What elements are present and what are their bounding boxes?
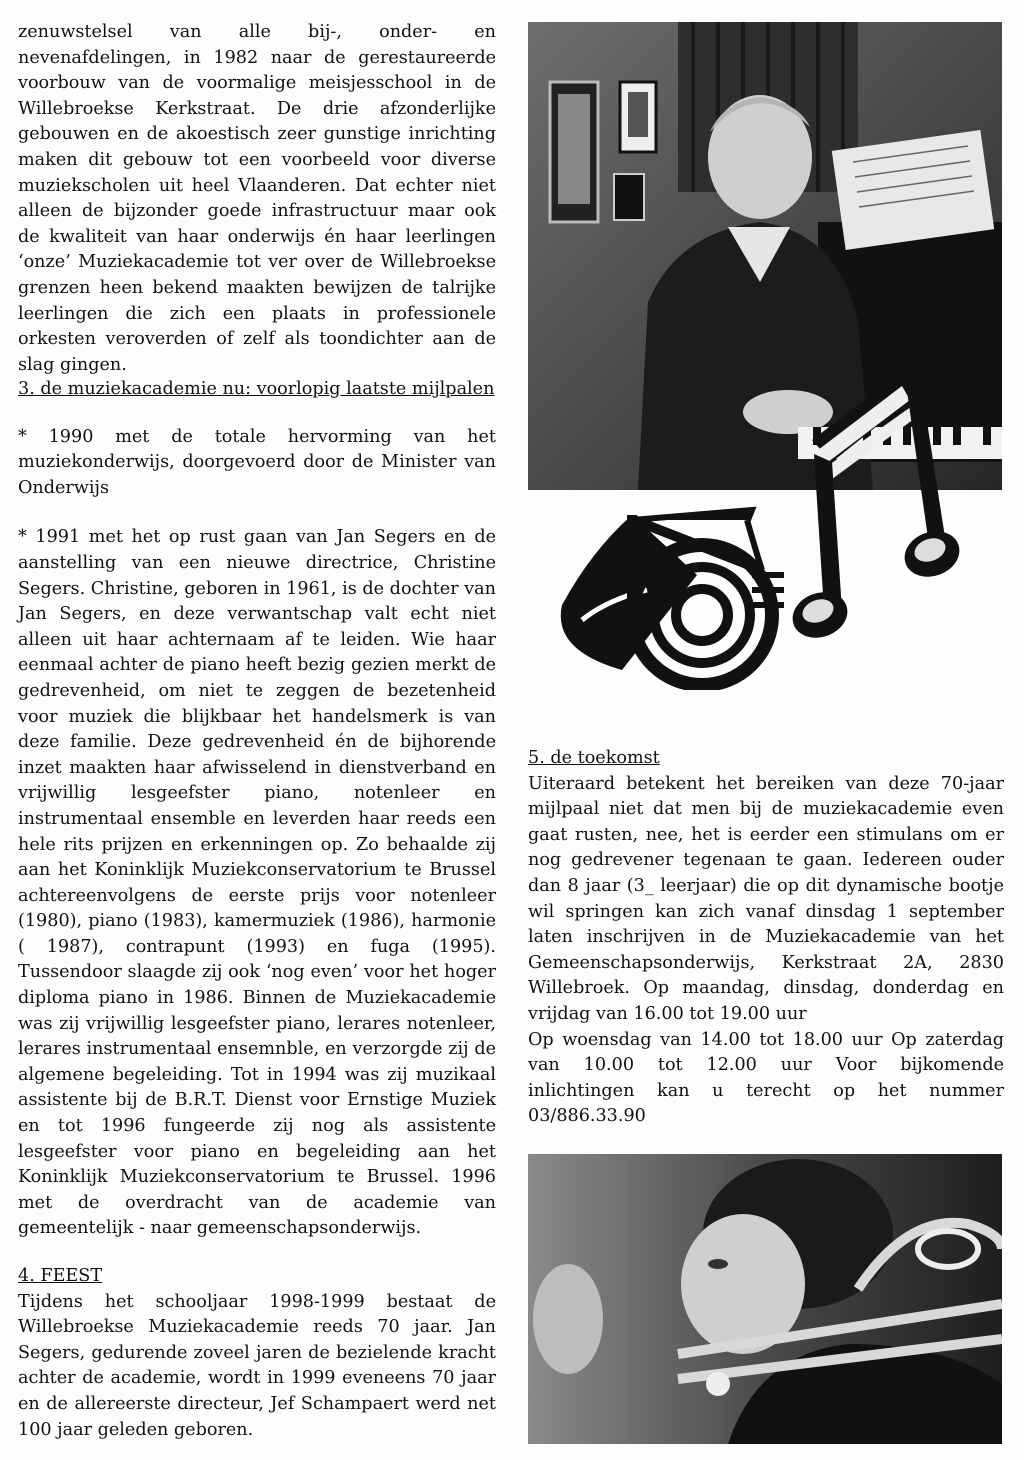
music-notes-icon — [786, 370, 966, 645]
section-3-heading: 3. de muziekacademie nu: voorlopig laatste mijlpalen — [18, 379, 495, 399]
photo-trombonist — [528, 1154, 1002, 1444]
item-1991: * 1991 met het op rust gaan van Jan Segers en de aanstelling van een nieuwe directrice, Christine Segers. Christine, geboren in 1961, is de dochter van Jan Segers, en deze verwantschap valt echt niet alleen uit haar achternaam af te leiden. Wie haar eenmaal achter de piano heeft bezig gezien merkt de gedrevenheid, om niet te zeggen de bezetenheid voor muziek die blijkbaar het handelsmerk is van deze familie. Deze gedrevenheid én de bijhorende inzet maakten haar afwisselend in dienstverband en vrijwillig lesgeefster piano, notenleer en instrumentaal ensemble en leverden haar reeds een hele rits prijzen en erkenningen op. Zo behaalde zij aan het Koninklijk Muziekconservatorium te Brussel achtereenvolgens de eerste prijs voor notenleer (1980), piano (1983), kamermuziek (1986), harmonie ( 1987), contrapunt (1993) en fuga (1995). Tussendoor slaagde zij ook ‘nog even’ voor het hoger diploma piano in 1986. Binnen de Muziekacademie was zij vrijwillig lesgeefster piano, lerares notenleer, lerares instrumentaal ensemnble, en verzorgde zij de algemene begeleiding. Tot in 1994 was zij muzikaal assistente bij de B.R.T. Dienst voor Ernstige Muziek en tot 1996 fungeerde zij nog als assistente lesgeefster voor piano en begeleiding aan het Koninklijk Muziekconservatorium te Brussel. 1996 met de overdracht van de academie van gemeentelijk - naar gemeenschapsonderwijs. — [18, 527, 496, 1239]
section-5-heading: 5. de toekomst — [528, 748, 660, 768]
section-4-heading: 4. FEEST — [18, 1266, 103, 1286]
left-column — [18, 20, 496, 1443]
item-1990: * 1990 met de totale hervorming van het muziekonderwijs, doorgevoerd door de Minister van Onderwijs — [18, 426, 496, 498]
feest-paragraph: Tijdens het schooljaar 1998-1999 bestaat de Willebroekse Muziekacademie reeds 70 jaar. Jan Segers, gedurende zoveel jaren de bezielende kracht achter de academie, wordt in 1999 eveneens 70 jaar en de allereerste directeur, Jef Schampaert werd net 100 jaar geleden geboren. — [18, 1291, 496, 1440]
toekomst-paragraph: Uiteraard betekent het bereiken van deze 70-jaar mijlpaal niet dat men bij de muziekacademie even gaat rusten, nee, het is eerder een stimulans om er nog gedrevener tegenaan te gaan. Iedereen ouder dan 8 jaar (3_ leerjaar) die op dit dynamische bootje wil springen kan zich vanaf dinsdag 1 september laten inschrijven in de Muziekacademie van het Gemeenschapsonderwijs, Kerkstraat 2A, 2830 Willebroek. Op maandag, dinsdag, donderdag en vrijdag van 16.00 tot 19.00 uur — [528, 773, 1004, 1024]
music-clipart — [552, 370, 992, 690]
intro-paragraph: zenuwstelsel van alle bij-, onder- en nevenafdelingen, in 1982 naar de gerestaureerde voorbouw van de voormalige meisjesschool in de Willebroekse Kerkstraat. De drie afzonderlijke gebouwen en de akoestisch zeer gunstige inrichting maken dit gebouw tot een voorbeeld voor diverse muziekscholen uit heel Vlaanderen. Dat echter niet alleen de bijzonder goede infrastructuur maar ook de kwaliteit van haar onderwijs én haar leerlingen ‘onze’ Muziekacademie tot ver over de Willebroekse grenzen heen bekend maakten bewijzen de talrijke leerlingen die zich een plaats in professionele orkesten veroverden of zelf als toondichter aan de slag gingen. — [18, 22, 496, 375]
opening-hours-paragraph: Op woensdag van 14.00 tot 18.00 uur Op zaterdag van 10.00 tot 12.00 uur Voor bijkomende inlichtingen kan u terecht op het nummer 03/886.33.90 — [528, 1029, 1004, 1127]
right-text — [528, 746, 1004, 1130]
french-horn-icon — [561, 510, 784, 685]
